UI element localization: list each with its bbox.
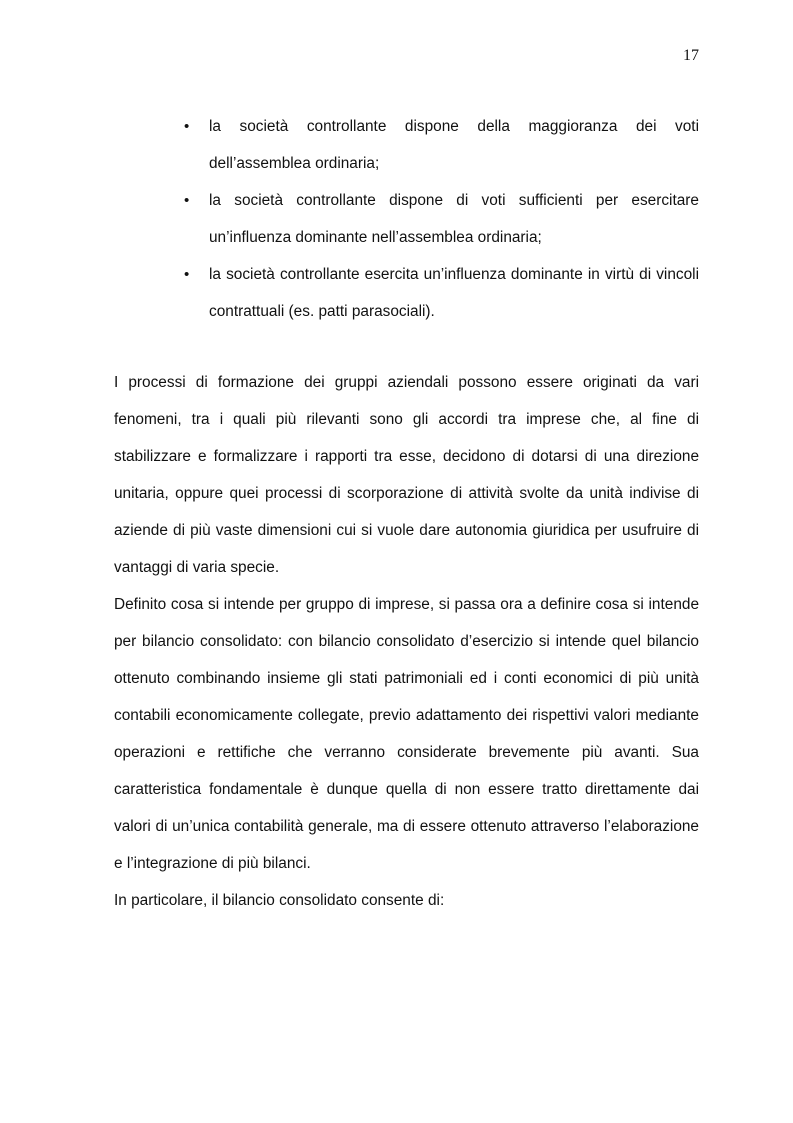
body-text [114, 364, 699, 919]
bullet-list [184, 108, 699, 330]
paragraph: In particolare, il bilancio consolidato consente di: [114, 892, 445, 909]
bullet-text: • la società controllante dispone di voti sufficienti per esercitare un’influenza dominante nell’assemblea ordinaria; [209, 192, 699, 246]
paragraph: Definito cosa si intende per gruppo di imprese, si passa ora a definire cosa si intende per bilancio consolidato: con bilancio consolidato d’esercizio si intende quel bilancio ottenuto combinando insieme gli stati patrimoniali ed i conti economici di più unità contabili economicamente collegate, previo adattamento dei rispettivi valori mediante operazioni e rettifiche che verranno considerate brevemente più avanti. Sua caratteristica fondamentale è dunque quella di non essere tratto direttamente dai valori di un’unica contabilità generale, ma di essere ottenuto attraverso l’elaborazione e l’integrazione di più bilanci. [114, 596, 699, 872]
page-number: 17 [683, 47, 699, 64]
bullet-item [184, 108, 699, 182]
bullet-item [184, 256, 699, 330]
bullet-item [184, 182, 699, 256]
paragraph: I processi di formazione dei gruppi aziendali possono essere originati da vari fenomeni, tra i quali più rilevanti sono gli accordi tra imprese che, al fine di stabilizzare e formalizzare i rapporti tra esse, decidono di dotarsi di una direzione unitaria, oppure quei processi di scorporazione di attività svolte da unità indivise di aziende di più vaste dimensioni cui si vuole dare autonomia giuridica per usufruire di vantaggi di varia specie. [114, 374, 699, 576]
bullet-text: • la società controllante esercita un’influenza dominante in virtù di vincoli contrattuali (es. patti parasociali). [209, 266, 699, 320]
bullet-text: • la società controllante dispone della maggioranza dei voti dell’assemblea ordinaria; [209, 118, 699, 172]
